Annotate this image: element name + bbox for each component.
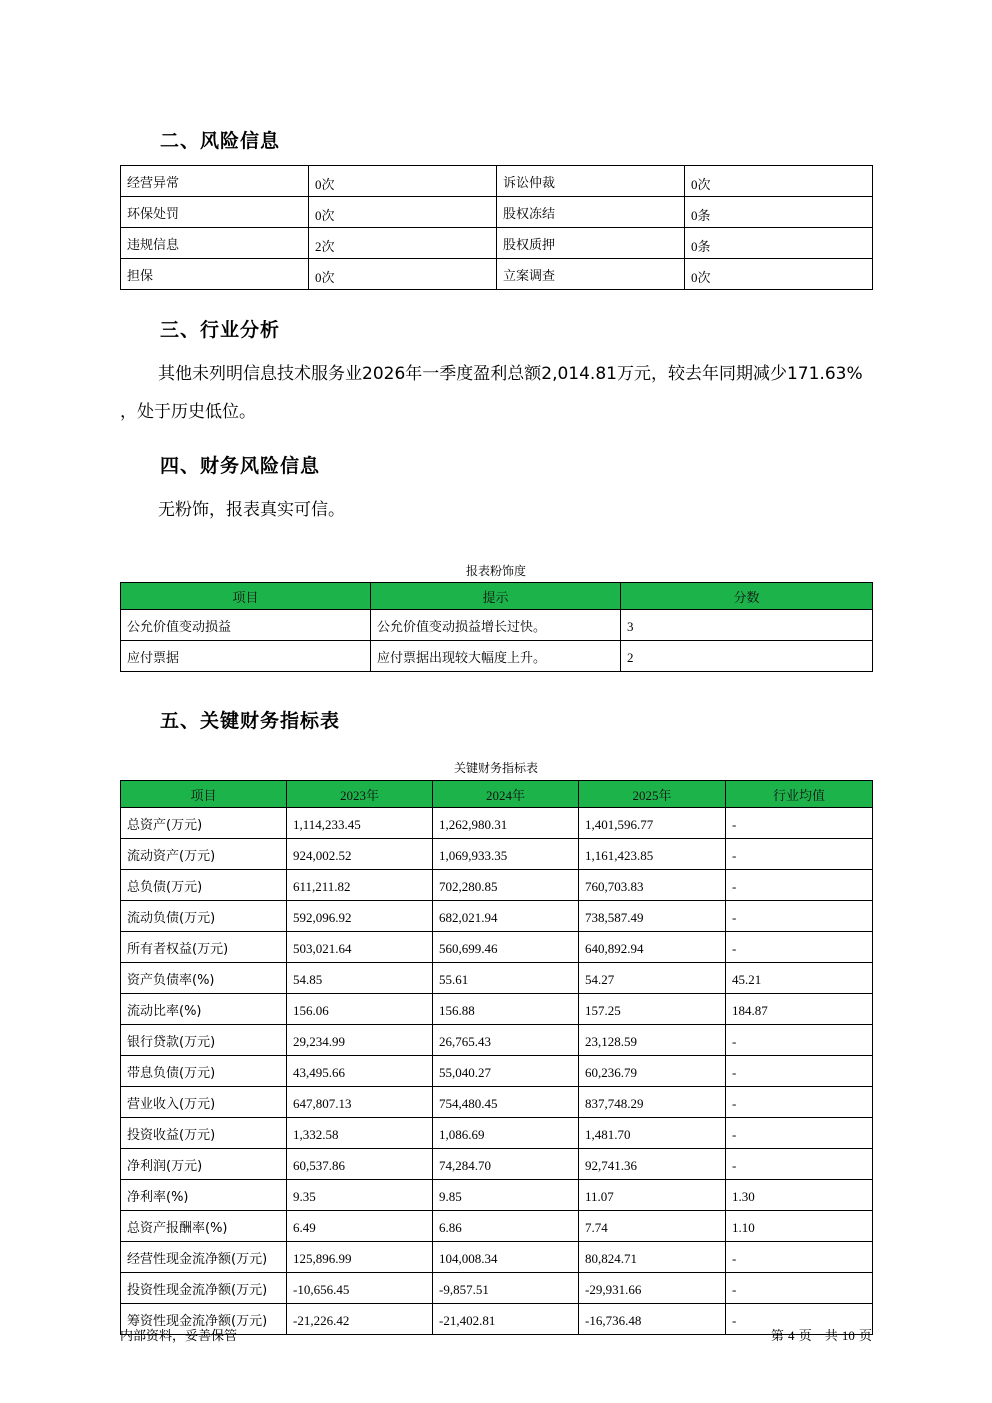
table-cell: -	[726, 1087, 873, 1118]
table-row	[121, 641, 873, 672]
table-cell: 流动资产(万元)	[121, 839, 287, 870]
table-cell: 应付票据	[121, 641, 371, 672]
table-cell: 156.06	[287, 994, 433, 1025]
table-cell: 筹资性现金流净额(万元)	[121, 1304, 287, 1335]
table-cell: 11.07	[579, 1180, 726, 1211]
table-cell: -	[726, 1273, 873, 1304]
table-cell: -	[726, 901, 873, 932]
table-cell: 总负债(万元)	[121, 870, 287, 901]
table-cell: 1,069,933.35	[433, 839, 579, 870]
risk-info-table	[120, 165, 873, 290]
table-cell: 45.21	[726, 963, 873, 994]
table-cell: 157.25	[579, 994, 726, 1025]
whitewash-table-caption: 报表粉饰度	[465, 564, 526, 578]
industry-analysis-line2: ，处于历史低位。	[120, 402, 256, 422]
table-row	[121, 166, 873, 197]
table-row	[121, 1118, 873, 1149]
table-cell: -	[726, 1118, 873, 1149]
table-cell: 1,114,233.45	[287, 808, 433, 839]
table-cell: 0次	[309, 197, 497, 228]
table-cell: 公允价值变动损益增长过快。	[371, 610, 621, 641]
table-cell: 682,021.94	[433, 901, 579, 932]
table-cell: 924,002.52	[287, 839, 433, 870]
current-page: 4	[788, 1328, 795, 1343]
table-row	[121, 197, 873, 228]
table-row	[121, 1025, 873, 1056]
table-cell: -	[726, 1056, 873, 1087]
table-cell: 带息负债(万元)	[121, 1056, 287, 1087]
table-row	[121, 839, 873, 870]
table-cell: 2	[621, 641, 873, 672]
table-header: 行业均值	[726, 781, 873, 808]
industry-analysis-line1: 其他未列明信息技术服务业2026年一季度盈利总额2,014.81万元，较去年同期减少171.63%	[158, 364, 863, 384]
page-prefix: 第	[770, 1329, 784, 1344]
table-cell: 23,128.59	[579, 1025, 726, 1056]
table-cell: -21,402.81	[433, 1304, 579, 1335]
section-heading-key-financials: 五、关键财务指标表	[160, 710, 341, 732]
table-cell: 104,008.34	[433, 1242, 579, 1273]
table-row	[121, 1149, 873, 1180]
table-row	[121, 1211, 873, 1242]
table-cell: 1,401,596.77	[579, 808, 726, 839]
table-cell: 60,236.79	[579, 1056, 726, 1087]
table-cell: 647,807.13	[287, 1087, 433, 1118]
section-heading-financial-risk: 四、财务风险信息	[160, 455, 321, 477]
table-cell: 0次	[309, 259, 497, 290]
table-row	[121, 1180, 873, 1211]
table-header: 提示	[371, 583, 621, 610]
table-cell: 总资产报酬率(%)	[121, 1211, 287, 1242]
table-cell: -	[726, 839, 873, 870]
table-header: 项目	[121, 781, 287, 808]
table-cell: 55.61	[433, 963, 579, 994]
table-cell: 流动负债(万元)	[121, 901, 287, 932]
table-cell: 0次	[309, 166, 497, 197]
table-row	[121, 932, 873, 963]
table-cell: 560,699.46	[433, 932, 579, 963]
table-cell: 60,537.86	[287, 1149, 433, 1180]
table-cell: -10,656.45	[287, 1273, 433, 1304]
table-cell: 资产负债率(%)	[121, 963, 287, 994]
table-cell: -	[726, 1025, 873, 1056]
table-row	[121, 870, 873, 901]
table-cell: 6.49	[287, 1211, 433, 1242]
table-cell: -16,736.48	[579, 1304, 726, 1335]
table-cell: 1,332.58	[287, 1118, 433, 1149]
table-cell: -	[726, 808, 873, 839]
table-cell: 54.85	[287, 963, 433, 994]
table-row	[121, 994, 873, 1025]
table-cell: 环保处罚	[121, 197, 309, 228]
table-cell: 公允价值变动损益	[121, 610, 371, 641]
table-cell: 738,587.49	[579, 901, 726, 932]
table-cell: 760,703.83	[579, 870, 726, 901]
table-cell: 流动比率(%)	[121, 994, 287, 1025]
table-cell: 1,161,423.85	[579, 839, 726, 870]
table-cell: 净利率(%)	[121, 1180, 287, 1211]
table-cell: -9,857.51	[433, 1273, 579, 1304]
table-cell: 经营异常	[121, 166, 309, 197]
table-row	[121, 228, 873, 259]
table-cell: 立案调查	[497, 259, 685, 290]
table-cell: 股权质押	[497, 228, 685, 259]
table-cell: -	[726, 870, 873, 901]
whitewash-table	[120, 582, 873, 672]
table-row	[121, 610, 873, 641]
page-suffix: 页	[858, 1329, 872, 1344]
table-cell: 0次	[685, 166, 873, 197]
table-cell: -21,226.42	[287, 1304, 433, 1335]
key-financials-table	[120, 780, 873, 1335]
table-cell: 9.85	[433, 1180, 579, 1211]
table-cell: 0条	[685, 228, 873, 259]
table-row	[121, 1242, 873, 1273]
table-cell: 担保	[121, 259, 309, 290]
table-row	[121, 1056, 873, 1087]
table-row	[121, 1087, 873, 1118]
table-cell: 184.87	[726, 994, 873, 1025]
section-heading-industry: 三、行业分析	[160, 319, 281, 341]
table-cell: 754,480.45	[433, 1087, 579, 1118]
table-cell: 2次	[309, 228, 497, 259]
table-cell: 9.35	[287, 1180, 433, 1211]
table-cell: 125,896.99	[287, 1242, 433, 1273]
table-row	[121, 259, 873, 290]
table-cell: 0次	[685, 259, 873, 290]
table-cell: 1.10	[726, 1211, 873, 1242]
table-header: 2023年	[287, 781, 433, 808]
table-cell: 诉讼仲裁	[497, 166, 685, 197]
table-cell: 43,495.66	[287, 1056, 433, 1087]
table-cell: 611,211.82	[287, 870, 433, 901]
table-cell: 股权冻结	[497, 197, 685, 228]
table-header: 项目	[121, 583, 371, 610]
table-row	[121, 963, 873, 994]
table-cell: 156.88	[433, 994, 579, 1025]
table-cell: 银行贷款(万元)	[121, 1025, 287, 1056]
table-cell: 640,892.94	[579, 932, 726, 963]
table-cell: 54.27	[579, 963, 726, 994]
table-cell: 7.74	[579, 1211, 726, 1242]
table-cell: 1,262,980.31	[433, 808, 579, 839]
table-row	[121, 1273, 873, 1304]
financial-risk-text: 无粉饰，报表真实可信。	[158, 500, 345, 520]
table-cell: 0条	[685, 197, 873, 228]
footer-confidential-note: 内部资料，妥善保管	[120, 1329, 238, 1344]
table-cell: 80,824.71	[579, 1242, 726, 1273]
table-cell: 投资收益(万元)	[121, 1118, 287, 1149]
table-cell: 投资性现金流净额(万元)	[121, 1273, 287, 1304]
table-cell: 经营性现金流净额(万元)	[121, 1242, 287, 1273]
table-cell: 1,086.69	[433, 1118, 579, 1149]
table-cell: 违规信息	[121, 228, 309, 259]
footer-page-number	[771, 1325, 872, 1344]
table-cell: 1,481.70	[579, 1118, 726, 1149]
key-financials-table-caption: 关键财务指标表	[453, 761, 538, 775]
table-cell: -	[726, 1304, 873, 1335]
table-cell: 6.86	[433, 1211, 579, 1242]
table-header: 2024年	[433, 781, 579, 808]
table-cell: 702,280.85	[433, 870, 579, 901]
table-cell: 总资产(万元)	[121, 808, 287, 839]
table-cell: 503,021.64	[287, 932, 433, 963]
table-cell: 所有者权益(万元)	[121, 932, 287, 963]
table-cell: 应付票据出现较大幅度上升。	[371, 641, 621, 672]
table-header: 2025年	[579, 781, 726, 808]
page-mid: 页 共	[798, 1329, 838, 1344]
table-cell: -	[726, 932, 873, 963]
table-cell: 92,741.36	[579, 1149, 726, 1180]
table-cell: -	[726, 1242, 873, 1273]
table-cell: -29,931.66	[579, 1273, 726, 1304]
table-cell: 74,284.70	[433, 1149, 579, 1180]
table-cell: 55,040.27	[433, 1056, 579, 1087]
section-heading-risk: 二、风险信息	[160, 130, 281, 152]
table-header: 分数	[621, 583, 873, 610]
table-cell: 592,096.92	[287, 901, 433, 932]
table-cell: 29,234.99	[287, 1025, 433, 1056]
table-cell: 3	[621, 610, 873, 641]
table-row	[121, 901, 873, 932]
total-pages: 10	[841, 1328, 855, 1343]
table-cell: 净利润(万元)	[121, 1149, 287, 1180]
table-row	[121, 808, 873, 839]
table-cell: -	[726, 1149, 873, 1180]
table-cell: 营业收入(万元)	[121, 1087, 287, 1118]
table-cell: 1.30	[726, 1180, 873, 1211]
table-cell: 837,748.29	[579, 1087, 726, 1118]
table-cell: 26,765.43	[433, 1025, 579, 1056]
